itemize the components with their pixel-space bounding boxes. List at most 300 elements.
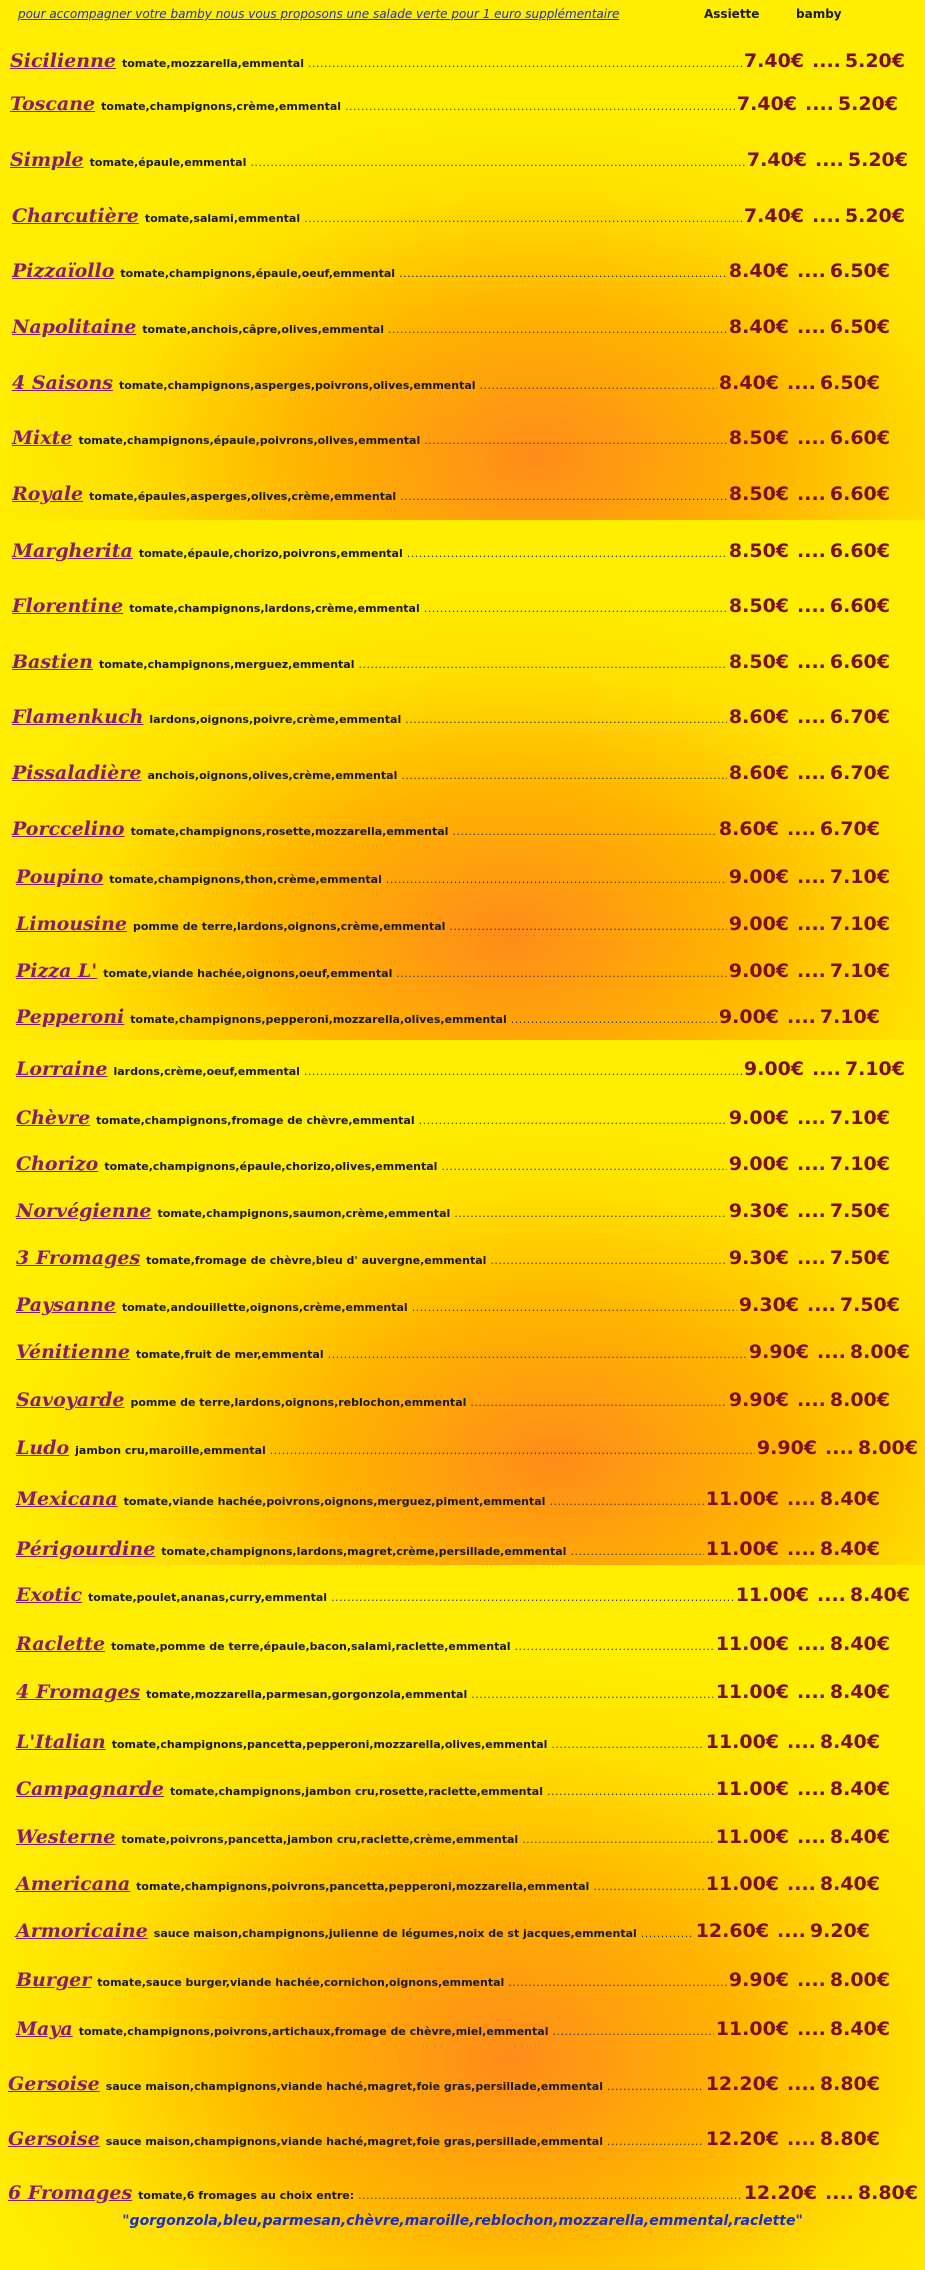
- menu-row: [12, 651, 890, 681]
- dot-leader: [508, 1976, 727, 1989]
- price-separator: ....: [787, 1006, 816, 1028]
- price-assiette: 9.00€: [728, 1153, 790, 1175]
- dot-leader: [328, 1348, 747, 1361]
- pizza-name: Pizzaïollo: [12, 260, 115, 282]
- price-bamby: 5.20€: [844, 50, 905, 72]
- price-bamby: 8.80€: [819, 2128, 880, 2150]
- dot-leader: [441, 1160, 726, 1173]
- price-bamby: 6.50€: [829, 260, 890, 282]
- price-separator: ....: [797, 1107, 826, 1129]
- pizza-name: Americana: [16, 1873, 131, 1895]
- pizza-name: Vénitienne: [16, 1341, 130, 1363]
- pizza-ingredients: tomate,anchois,câpre,olives,emmental: [142, 323, 385, 336]
- price-bamby: 6.70€: [819, 818, 880, 840]
- dot-leader: [570, 1545, 703, 1558]
- price-separator: ....: [812, 205, 841, 227]
- dot-leader: [345, 100, 735, 113]
- price-bamby: 5.20€: [847, 149, 908, 171]
- dot-leader: [304, 212, 742, 225]
- dot-leader: [607, 2135, 704, 2148]
- menu-row: [12, 818, 880, 848]
- dot-leader: [449, 920, 727, 933]
- price-bamby: 6.50€: [819, 372, 880, 394]
- price-separator: ....: [797, 762, 826, 784]
- price-bamby: 8.40€: [829, 2018, 890, 2040]
- price-separator: ....: [817, 1584, 846, 1606]
- pizza-name: 4 Fromages: [16, 1681, 141, 1703]
- price-separator: ....: [797, 1247, 826, 1269]
- price-assiette: 8.40€: [728, 316, 790, 338]
- dot-leader: [452, 825, 716, 838]
- price-separator: ....: [825, 1437, 854, 1459]
- price-bamby: 9.20€: [809, 1920, 870, 1942]
- pizza-name: Simple: [10, 149, 84, 171]
- pizza-ingredients: tomate,viande hachée,oignons,oeuf,emmental: [103, 967, 393, 980]
- price-bamby: 7.50€: [839, 1294, 900, 1316]
- pizza-ingredients: tomate,champignons,jambon cru,rosette,raclette,emmental: [169, 1785, 543, 1798]
- pizza-ingredients: tomate,champignons,pepperoni,mozzarella,olives,emmental: [130, 1013, 507, 1026]
- price-bamby: 7.50€: [829, 1247, 890, 1269]
- dot-leader: [396, 967, 727, 980]
- price-separator: ....: [787, 1731, 816, 1753]
- price-separator: ....: [777, 1920, 806, 1942]
- pizza-ingredients: tomate,champignons,merguez,emmental: [98, 658, 355, 671]
- price-separator: ....: [797, 427, 826, 449]
- pizza-name: Porccelino: [12, 818, 125, 840]
- dot-leader: [454, 1207, 727, 1220]
- price-assiette: 9.90€: [756, 1437, 818, 1459]
- price-assiette: 8.40€: [718, 372, 780, 394]
- price-assiette: 8.50€: [728, 595, 790, 617]
- pizza-name: Florentine: [12, 595, 124, 617]
- dot-leader: [386, 873, 727, 886]
- price-assiette: 7.40€: [746, 149, 808, 171]
- dot-leader: [359, 658, 727, 671]
- dot-leader: [388, 323, 727, 336]
- price-bamby: 7.10€: [829, 913, 890, 935]
- menu-row: [12, 762, 890, 792]
- price-separator: ....: [797, 2018, 826, 2040]
- dot-leader: [511, 1013, 717, 1026]
- price-bamby: 7.50€: [829, 1200, 890, 1222]
- pizza-ingredients: tomate,champignons,épaule,chorizo,olives,emmental: [104, 1160, 438, 1173]
- price-bamby: 7.10€: [829, 866, 890, 888]
- price-assiette: 8.50€: [728, 651, 790, 673]
- pizza-ingredients: tomate,champignons,lardons,magret,crème,persillade,emmental: [161, 1545, 567, 1558]
- menu-row: [12, 706, 890, 736]
- pizza-ingredients: lardons,oignons,poivre,crème,emmental: [149, 713, 402, 726]
- price-assiette: 8.40€: [728, 260, 790, 282]
- price-separator: ....: [787, 1538, 816, 1560]
- pizza-ingredients: tomate,mozzarella,emmental: [121, 57, 304, 70]
- price-separator: ....: [797, 316, 826, 338]
- price-bamby: 8.00€: [829, 1389, 890, 1411]
- menu-row: [16, 1200, 890, 1230]
- menu-row: [16, 1681, 890, 1711]
- price-bamby: 6.50€: [829, 316, 890, 338]
- pizza-name: Paysanne: [16, 1294, 116, 1316]
- price-separator: ....: [797, 1153, 826, 1175]
- price-assiette: 9.90€: [748, 1341, 810, 1363]
- pizza-ingredients: tomate,poivrons,pancetta,jambon cru,raclette,crème,emmental: [121, 1833, 519, 1846]
- dot-leader: [641, 1927, 694, 1940]
- menu-row: [12, 483, 890, 513]
- price-assiette: 12.20€: [743, 2182, 818, 2204]
- menu-row: [12, 595, 890, 625]
- pizza-ingredients: tomate,champignons,lardons,crème,emmental: [129, 602, 420, 615]
- price-bamby: 8.40€: [849, 1584, 910, 1606]
- price-assiette: 7.40€: [736, 93, 798, 115]
- pizza-ingredients: tomate,épaule,emmental: [89, 156, 247, 169]
- price-bamby: 8.00€: [857, 1437, 918, 1459]
- price-assiette: 11.00€: [715, 1633, 790, 1655]
- price-bamby: 6.70€: [829, 762, 890, 784]
- menu-row: [16, 1488, 880, 1518]
- dot-leader: [480, 379, 717, 392]
- menu-row: [8, 2128, 880, 2158]
- pizza-ingredients: tomate,champignons,épaule,oeuf,emmental: [120, 267, 396, 280]
- pizza-name: Westerne: [16, 1826, 116, 1848]
- menu-row: [12, 427, 890, 457]
- price-bamby: 8.40€: [829, 1778, 890, 1800]
- price-bamby: 7.10€: [844, 1058, 905, 1080]
- pizza-name: Périgourdine: [16, 1538, 156, 1560]
- price-separator: ....: [797, 1681, 826, 1703]
- pizza-name: Pissaladière: [12, 762, 142, 784]
- menu-row: [16, 1920, 870, 1950]
- pizza-ingredients: jambon cru,maroille,emmental: [75, 1444, 266, 1457]
- pizza-name: Chèvre: [16, 1107, 91, 1129]
- price-assiette: 12.60€: [695, 1920, 770, 1942]
- pizza-name: Campagnarde: [16, 1778, 164, 1800]
- menu-row: [16, 2018, 890, 2048]
- dot-leader: [522, 1833, 714, 1846]
- pizza-name: Royale: [12, 483, 84, 505]
- price-separator: ....: [812, 50, 841, 72]
- price-assiette: 9.00€: [728, 913, 790, 935]
- pizza-name: Savoyarde: [16, 1389, 125, 1411]
- menu-row: [16, 866, 890, 896]
- pizza-name: Limousine: [16, 913, 127, 935]
- dot-leader: [358, 2189, 742, 2202]
- price-bamby: 8.40€: [819, 1873, 880, 1895]
- price-assiette: 7.40€: [743, 205, 805, 227]
- pizza-name: Napolitaine: [12, 316, 137, 338]
- price-assiette: 9.00€: [743, 1058, 805, 1080]
- pizza-name: Burger: [16, 1969, 92, 1991]
- pizza-ingredients: tomate,champignons,épaule,poivrons,olives,emmental: [78, 434, 421, 447]
- price-assiette: 11.00€: [705, 1873, 780, 1895]
- pizza-name: Mexicana: [16, 1488, 118, 1510]
- menu-row: [10, 149, 908, 179]
- pizza-name: Bastien: [12, 651, 93, 673]
- price-assiette: 9.00€: [728, 866, 790, 888]
- menu-row: [16, 1006, 880, 1036]
- dot-leader: [424, 434, 727, 447]
- price-bamby: 8.40€: [829, 1826, 890, 1848]
- pizza-name: Charcutière: [12, 205, 139, 227]
- menu-row: [8, 2182, 918, 2212]
- price-bamby: 8.40€: [829, 1633, 890, 1655]
- pizza-name: Chorizo: [16, 1153, 99, 1175]
- pizza-name: Margherita: [12, 540, 133, 562]
- pizza-name: 6 Fromages: [8, 2182, 133, 2204]
- pizza-name: 3 Fromages: [16, 1247, 141, 1269]
- price-separator: ....: [797, 540, 826, 562]
- price-assiette: 8.50€: [728, 540, 790, 562]
- price-bamby: 7.10€: [829, 960, 890, 982]
- price-assiette: 8.60€: [728, 706, 790, 728]
- pizza-ingredients: tomate,champignons,thon,crème,emmental: [109, 873, 382, 886]
- pizza-ingredients: anchois,oignons,olives,crème,emmental: [147, 769, 398, 782]
- price-bamby: 6.60€: [829, 540, 890, 562]
- column-header-bamby: bamby: [796, 7, 842, 21]
- salad-offer-note: pour accompagner votre bamby nous vous proposons une salade verte pour 1 euro supplémentaire: [18, 7, 620, 21]
- pizza-name: Armoricaine: [16, 1920, 148, 1942]
- menu-row: [16, 960, 890, 990]
- pizza-ingredients: tomate,viande hachée,poivrons,oignons,merguez,piment,emmental: [123, 1495, 546, 1508]
- price-separator: ....: [797, 1200, 826, 1222]
- menu-row: [12, 260, 890, 290]
- price-assiette: 11.00€: [705, 1731, 780, 1753]
- price-bamby: 7.10€: [829, 1153, 890, 1175]
- price-separator: ....: [787, 2128, 816, 2150]
- price-bamby: 6.60€: [829, 651, 890, 673]
- pizza-name: Mixte: [12, 427, 73, 449]
- pizza-name: Sicilienne: [10, 50, 116, 72]
- menu-row: [16, 1969, 890, 1999]
- pizza-ingredients: sauce maison,champignons,viande haché,magret,foie gras,persillade,emmental: [105, 2135, 604, 2148]
- price-bamby: 8.00€: [849, 1341, 910, 1363]
- dot-leader: [552, 2025, 713, 2038]
- price-assiette: 9.00€: [728, 960, 790, 982]
- pizza-ingredients: tomate,champignons,poivrons,artichaux,fromage de chèvre,miel,emmental: [78, 2025, 549, 2038]
- price-bamby: 5.20€: [844, 205, 905, 227]
- dot-leader: [407, 547, 727, 560]
- dot-leader: [607, 2080, 704, 2093]
- menu-row: [16, 1294, 900, 1324]
- price-separator: ....: [787, 818, 816, 840]
- dot-leader: [331, 1591, 734, 1604]
- pizza-ingredients: tomate,fruit de mer,emmental: [135, 1348, 324, 1361]
- price-separator: ....: [797, 595, 826, 617]
- price-assiette: 11.00€: [715, 1681, 790, 1703]
- price-bamby: 8.40€: [819, 1731, 880, 1753]
- dot-leader: [593, 1880, 703, 1893]
- pizza-ingredients: tomate,champignons,pancetta,pepperoni,mozzarella,olives,emmental: [111, 1738, 548, 1751]
- price-separator: ....: [797, 1778, 826, 1800]
- pizza-name: L'Italian: [16, 1731, 106, 1753]
- pizza-name: Pizza L': [16, 960, 98, 982]
- price-separator: ....: [797, 260, 826, 282]
- menu-row: [10, 50, 905, 80]
- dot-leader: [424, 602, 727, 615]
- price-separator: ....: [825, 2182, 854, 2204]
- dot-leader: [551, 1738, 703, 1751]
- price-bamby: 7.10€: [819, 1006, 880, 1028]
- price-assiette: 11.00€: [715, 1778, 790, 1800]
- pizza-ingredients: tomate,champignons,rosette,mozzarella,emmental: [130, 825, 449, 838]
- pizza-name: Toscane: [10, 93, 96, 115]
- pizza-ingredients: tomate,champignons,poivrons,pancetta,pepperoni,mozzarella,emmental: [136, 1880, 590, 1893]
- price-bamby: 8.80€: [857, 2182, 918, 2204]
- dot-leader: [405, 713, 727, 726]
- pizza-name: Lorraine: [16, 1058, 108, 1080]
- price-bamby: 5.20€: [837, 93, 898, 115]
- pizza-name: Exotic: [16, 1584, 83, 1606]
- price-separator: ....: [797, 651, 826, 673]
- pizza-ingredients: tomate,champignons,crème,emmental: [101, 100, 342, 113]
- price-assiette: 8.50€: [728, 483, 790, 505]
- menu-row: [10, 93, 898, 123]
- dot-leader: [515, 1640, 714, 1653]
- price-assiette: 11.00€: [715, 1826, 790, 1848]
- menu-row: [16, 1437, 918, 1467]
- price-separator: ....: [807, 1294, 836, 1316]
- pizza-ingredients: tomate,sauce burger,viande hachée,cornichon,oignons,emmental: [97, 1976, 505, 1989]
- price-bamby: 8.40€: [829, 1681, 890, 1703]
- dot-leader: [490, 1254, 726, 1267]
- price-assiette: 11.00€: [715, 2018, 790, 2040]
- price-separator: ....: [787, 2073, 816, 2095]
- price-assiette: 11.00€: [735, 1584, 810, 1606]
- pizza-ingredients: tomate,mozzarella,parmesan,gorgonzola,emmental: [146, 1688, 468, 1701]
- pizza-name: Pepperoni: [16, 1006, 125, 1028]
- pizza-name: Gersoise: [8, 2128, 100, 2150]
- pizza-ingredients: pomme de terre,lardons,oignons,reblochon,emmental: [130, 1396, 467, 1409]
- price-bamby: 7.10€: [829, 1107, 890, 1129]
- price-bamby: 8.40€: [819, 1538, 880, 1560]
- pizza-ingredients: tomate,salami,emmental: [144, 212, 301, 225]
- price-separator: ....: [805, 93, 834, 115]
- pizza-ingredients: tomate,pomme de terre,épaule,bacon,salami,raclette,emmental: [111, 1640, 511, 1653]
- pizza-ingredients: lardons,crème,oeuf,emmental: [113, 1065, 300, 1078]
- price-assiette: 9.30€: [728, 1247, 790, 1269]
- menu-row: [12, 205, 905, 235]
- dot-leader: [250, 156, 745, 169]
- dot-leader: [412, 1301, 737, 1314]
- price-separator: ....: [797, 1389, 826, 1411]
- pizza-name: Raclette: [16, 1633, 106, 1655]
- price-separator: ....: [797, 866, 826, 888]
- price-assiette: 12.20€: [705, 2128, 780, 2150]
- menu-row: [8, 2073, 880, 2103]
- pizza-ingredients: tomate,poulet,ananas,curry,emmental: [88, 1591, 328, 1604]
- dot-leader: [419, 1114, 727, 1127]
- pizza-ingredients: sauce maison,champignons,viande haché,magret,foie gras,persillade,emmental: [105, 2080, 604, 2093]
- menu-row: [16, 913, 890, 943]
- price-assiette: 9.00€: [728, 1107, 790, 1129]
- dot-leader: [401, 769, 727, 782]
- pizza-name: Gersoise: [8, 2073, 100, 2095]
- pizza-ingredients: pomme de terre,lardons,oignons,crème,emmental: [133, 920, 446, 933]
- dot-leader: [270, 1444, 755, 1457]
- price-assiette: 7.40€: [743, 50, 805, 72]
- price-separator: ....: [797, 1633, 826, 1655]
- cheese-choice-list: "gorgonzola,bleu,parmesan,chèvre,maroille,reblochon,mozzarella,emmental,raclette": [122, 2213, 803, 2229]
- dot-leader: [399, 267, 727, 280]
- price-assiette: 8.60€: [728, 762, 790, 784]
- price-separator: ....: [787, 372, 816, 394]
- menu-row: [16, 1873, 880, 1903]
- price-separator: ....: [797, 706, 826, 728]
- pizza-ingredients: tomate,6 fromages au choix entre:: [138, 2189, 355, 2202]
- menu-row: [16, 1778, 890, 1808]
- price-assiette: 9.30€: [728, 1200, 790, 1222]
- price-assiette: 9.00€: [718, 1006, 780, 1028]
- price-assiette: 8.60€: [718, 818, 780, 840]
- menu-row: [16, 1584, 910, 1614]
- price-assiette: 11.00€: [705, 1488, 780, 1510]
- column-header-assiette: Assiette: [704, 7, 760, 21]
- menu-row: [16, 1826, 890, 1856]
- price-assiette: 9.90€: [728, 1389, 790, 1411]
- pizza-ingredients: tomate,épaules,asperges,olives,crème,emmental: [89, 490, 397, 503]
- menu-row: [16, 1153, 890, 1183]
- dot-leader: [547, 1785, 714, 1798]
- pizza-ingredients: sauce maison,champignons,julienne de légumes,noix de st jacques,emmental: [153, 1927, 637, 1940]
- pizza-name: 4 Saisons: [12, 372, 113, 394]
- menu-row: [16, 1731, 880, 1761]
- pizza-ingredients: tomate,champignons,saumon,crème,emmental: [157, 1207, 451, 1220]
- menu-row: [12, 372, 880, 402]
- menu-row: [16, 1058, 905, 1088]
- dot-leader: [308, 57, 742, 70]
- price-separator: ....: [817, 1341, 846, 1363]
- pizza-name: Flamenkuch: [12, 706, 144, 728]
- menu-row: [12, 316, 890, 346]
- price-separator: ....: [797, 913, 826, 935]
- dot-leader: [470, 1396, 727, 1409]
- price-bamby: 6.60€: [829, 595, 890, 617]
- dot-leader: [400, 490, 727, 503]
- pizza-name: Ludo: [16, 1437, 70, 1459]
- price-bamby: 6.70€: [829, 706, 890, 728]
- menu-row: [16, 1341, 910, 1371]
- price-separator: ....: [787, 1873, 816, 1895]
- pizza-ingredients: tomate,épaule,chorizo,poivrons,emmental: [138, 547, 403, 560]
- price-bamby: 8.00€: [829, 1969, 890, 1991]
- price-separator: ....: [797, 960, 826, 982]
- dot-leader: [304, 1065, 742, 1078]
- price-bamby: 6.60€: [829, 483, 890, 505]
- dot-leader: [549, 1495, 703, 1508]
- dot-leader: [471, 1688, 713, 1701]
- price-separator: ....: [797, 483, 826, 505]
- pizza-ingredients: tomate,champignons,fromage de chèvre,emmental: [96, 1114, 415, 1127]
- price-separator: ....: [815, 149, 844, 171]
- price-assiette: 11.00€: [705, 1538, 780, 1560]
- pizza-name: Norvégienne: [16, 1200, 152, 1222]
- price-bamby: 6.60€: [829, 427, 890, 449]
- price-separator: ....: [787, 1488, 816, 1510]
- pizza-ingredients: tomate,andouillette,oignons,crème,emmental: [121, 1301, 408, 1314]
- price-assiette: 12.20€: [705, 2073, 780, 2095]
- price-separator: ....: [797, 1826, 826, 1848]
- price-separator: ....: [812, 1058, 841, 1080]
- menu-row: [12, 540, 890, 570]
- menu-row: [16, 1633, 890, 1663]
- price-assiette: 9.90€: [728, 1969, 790, 1991]
- menu-row: [16, 1247, 890, 1277]
- price-assiette: 8.50€: [728, 427, 790, 449]
- pizza-ingredients: tomate,champignons,asperges,poivrons,olives,emmental: [118, 379, 476, 392]
- menu-row: [16, 1107, 890, 1137]
- menu-row: [16, 1389, 890, 1419]
- pizza-ingredients: tomate,fromage de chèvre,bleu d' auvergne,emmental: [146, 1254, 487, 1267]
- price-bamby: 8.80€: [819, 2073, 880, 2095]
- menu-row: [16, 1538, 880, 1568]
